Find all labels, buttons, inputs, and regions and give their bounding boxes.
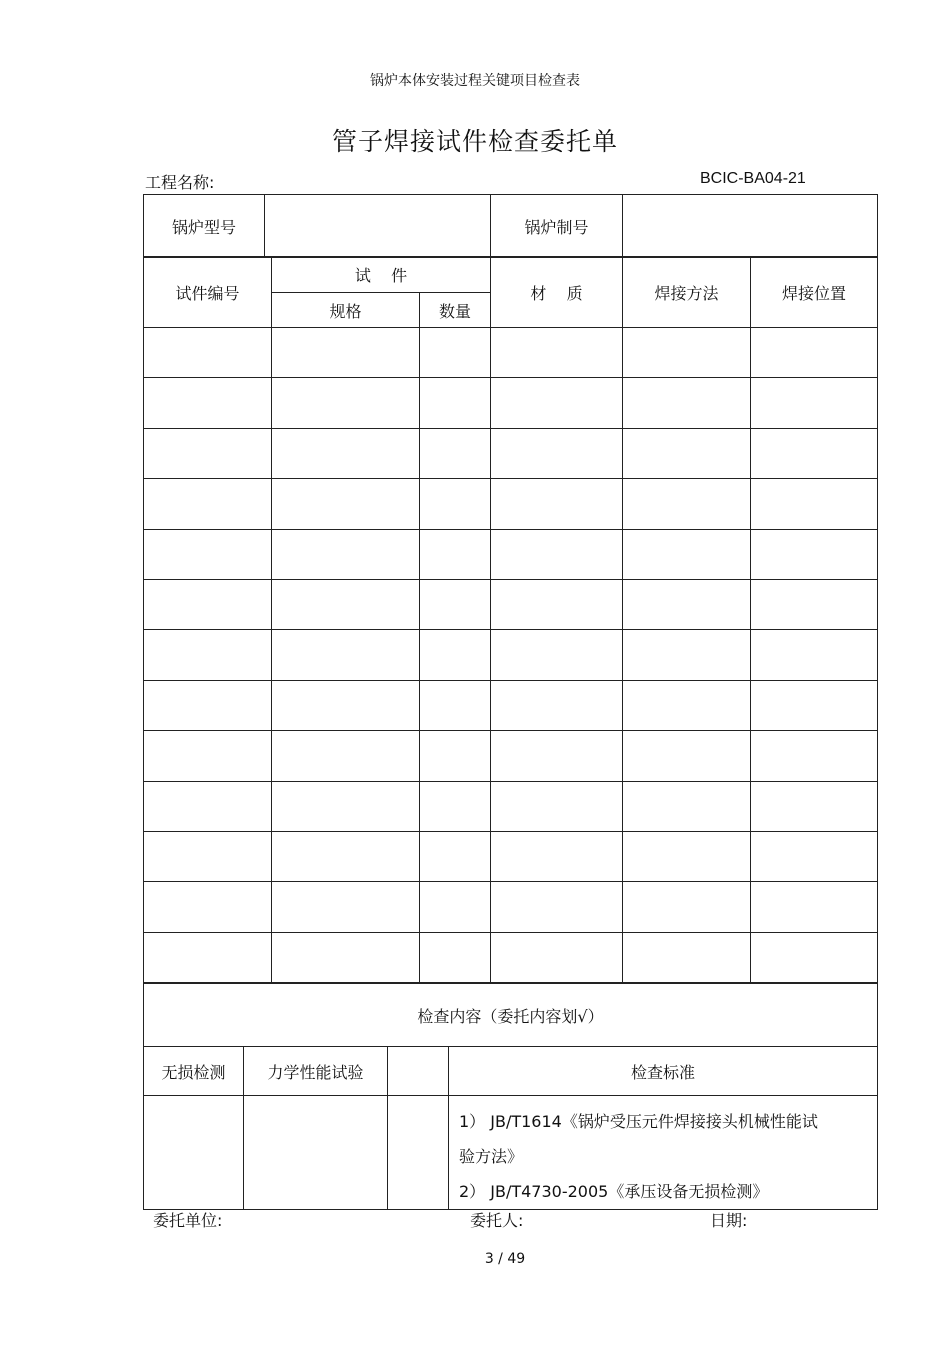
sample-no-cell[interactable]: [144, 428, 272, 478]
table-row: [144, 680, 878, 730]
inspection-heading: 检查内容（委托内容划√）: [144, 984, 878, 1047]
col-weld-method: 焊接方法: [623, 257, 751, 328]
table-row: [144, 479, 878, 529]
quantity-cell[interactable]: [420, 781, 491, 831]
spec-cell[interactable]: [272, 630, 420, 680]
sample-no-cell[interactable]: [144, 328, 272, 378]
ndt-label: 无损检测: [144, 1047, 244, 1096]
weld-method-cell[interactable]: [623, 932, 751, 982]
material-cell[interactable]: [491, 529, 623, 579]
spec-cell[interactable]: [272, 731, 420, 781]
quantity-cell[interactable]: [420, 428, 491, 478]
weld-position-cell[interactable]: [751, 781, 878, 831]
col-weld-position: 焊接位置: [751, 257, 878, 328]
spec-cell[interactable]: [272, 831, 420, 881]
weld-position-cell[interactable]: [751, 479, 878, 529]
quantity-cell[interactable]: [420, 731, 491, 781]
weld-position-cell[interactable]: [751, 630, 878, 680]
spec-cell[interactable]: [272, 579, 420, 629]
table-row: [144, 932, 878, 982]
spec-cell[interactable]: [272, 882, 420, 932]
sample-no-cell[interactable]: [144, 680, 272, 730]
material-cell[interactable]: [491, 831, 623, 881]
weld-method-cell[interactable]: [623, 378, 751, 428]
weld-position-cell[interactable]: [751, 378, 878, 428]
sample-no-cell[interactable]: [144, 882, 272, 932]
weld-method-cell[interactable]: [623, 529, 751, 579]
boiler-info-table: [143, 194, 878, 258]
quantity-cell[interactable]: [420, 479, 491, 529]
page-number: 3 / 49: [484, 1251, 526, 1267]
spec-cell[interactable]: [272, 680, 420, 730]
weld-position-cell[interactable]: [751, 579, 878, 629]
col-quantity: 数量: [420, 293, 491, 328]
quantity-cell[interactable]: [420, 529, 491, 579]
running-header: 锅炉本体安装过程关键项目检查表: [370, 73, 580, 89]
weld-position-cell[interactable]: [751, 428, 878, 478]
col-sample-no: 试件编号: [144, 257, 272, 328]
sample-no-cell[interactable]: [144, 932, 272, 982]
mechanical-test-label: 力学性能试验: [244, 1047, 388, 1096]
weld-method-cell[interactable]: [623, 831, 751, 881]
table-row: [144, 428, 878, 478]
spec-cell[interactable]: [272, 378, 420, 428]
ndt-check-field[interactable]: [144, 1096, 244, 1210]
mechanical-test-check-field[interactable]: [244, 1096, 388, 1210]
table-row: [144, 328, 878, 378]
table-row: [144, 579, 878, 629]
sample-no-cell[interactable]: [144, 731, 272, 781]
standards-list: [449, 1096, 878, 1210]
material-cell[interactable]: [491, 781, 623, 831]
inspection-table: [143, 983, 878, 1210]
material-cell[interactable]: [491, 630, 623, 680]
material-cell[interactable]: [491, 680, 623, 730]
date-label: 日期:: [710, 1211, 748, 1230]
sample-no-cell[interactable]: [144, 579, 272, 629]
boiler-serial-field[interactable]: [623, 195, 878, 258]
sample-no-cell[interactable]: [144, 479, 272, 529]
client-person-label: 委托人:: [470, 1211, 524, 1230]
weld-method-cell[interactable]: [623, 731, 751, 781]
material-cell[interactable]: [491, 428, 623, 478]
spec-cell[interactable]: [272, 428, 420, 478]
material-cell[interactable]: [491, 579, 623, 629]
quantity-cell[interactable]: [420, 579, 491, 629]
weld-method-cell[interactable]: [623, 428, 751, 478]
sample-no-cell[interactable]: [144, 630, 272, 680]
table-row: [144, 630, 878, 680]
weld-method-cell[interactable]: [623, 781, 751, 831]
client-unit-label: 委托单位:: [153, 1211, 223, 1230]
quantity-cell[interactable]: [420, 328, 491, 378]
spec-cell[interactable]: [272, 932, 420, 982]
weld-position-cell[interactable]: [751, 882, 878, 932]
col-sample-group: 试 件: [272, 257, 491, 293]
weld-position-cell[interactable]: [751, 831, 878, 881]
weld-method-cell[interactable]: [623, 479, 751, 529]
col-material: 材 质: [491, 257, 623, 328]
table-row: [144, 529, 878, 579]
standard-line: 2） JB/T4730-2005《承压设备无损检测》: [459, 1182, 769, 1201]
form-code: BCIC-BA04-21: [700, 170, 806, 187]
quantity-cell[interactable]: [420, 831, 491, 881]
project-name-label: 工程名称:: [145, 173, 215, 192]
weld-method-cell[interactable]: [623, 579, 751, 629]
specimen-table: [143, 256, 878, 983]
boiler-model-label: 锅炉型号: [144, 195, 265, 258]
weld-position-cell[interactable]: [751, 932, 878, 982]
sample-no-cell[interactable]: [144, 378, 272, 428]
table-row: [144, 831, 878, 881]
weld-method-cell[interactable]: [623, 328, 751, 378]
sample-no-cell[interactable]: [144, 831, 272, 881]
blank-check-field[interactable]: [388, 1096, 449, 1210]
spec-cell[interactable]: [272, 781, 420, 831]
standard-label: 检查标准: [449, 1047, 878, 1096]
standard-line: 1） JB/T1614《锅炉受压元件焊接接头机械性能试: [459, 1112, 818, 1131]
spec-cell[interactable]: [272, 529, 420, 579]
blank-label: [388, 1047, 449, 1096]
page-title: 管子焊接试件检查委托单: [331, 127, 618, 156]
weld-position-cell[interactable]: [751, 680, 878, 730]
material-cell[interactable]: [491, 378, 623, 428]
weld-position-cell[interactable]: [751, 529, 878, 579]
spec-cell[interactable]: [272, 328, 420, 378]
weld-position-cell[interactable]: [751, 731, 878, 781]
table-row: [144, 882, 878, 932]
material-cell[interactable]: [491, 882, 623, 932]
quantity-cell[interactable]: [420, 630, 491, 680]
material-cell[interactable]: [491, 479, 623, 529]
boiler-model-field[interactable]: [265, 195, 491, 258]
material-cell[interactable]: [491, 328, 623, 378]
table-row: [144, 781, 878, 831]
material-cell[interactable]: [491, 932, 623, 982]
sample-no-cell[interactable]: [144, 529, 272, 579]
col-spec: 规格: [272, 293, 420, 328]
quantity-cell[interactable]: [420, 882, 491, 932]
quantity-cell[interactable]: [420, 680, 491, 730]
table-row: [144, 378, 878, 428]
weld-position-cell[interactable]: [751, 328, 878, 378]
spec-cell[interactable]: [272, 479, 420, 529]
weld-method-cell[interactable]: [623, 882, 751, 932]
weld-method-cell[interactable]: [623, 630, 751, 680]
weld-method-cell[interactable]: [623, 680, 751, 730]
table-row: [144, 731, 878, 781]
material-cell[interactable]: [491, 731, 623, 781]
quantity-cell[interactable]: [420, 932, 491, 982]
standard-line: 验方法》: [459, 1147, 524, 1166]
quantity-cell[interactable]: [420, 378, 491, 428]
boiler-serial-label: 锅炉制号: [491, 195, 623, 258]
sample-no-cell[interactable]: [144, 781, 272, 831]
